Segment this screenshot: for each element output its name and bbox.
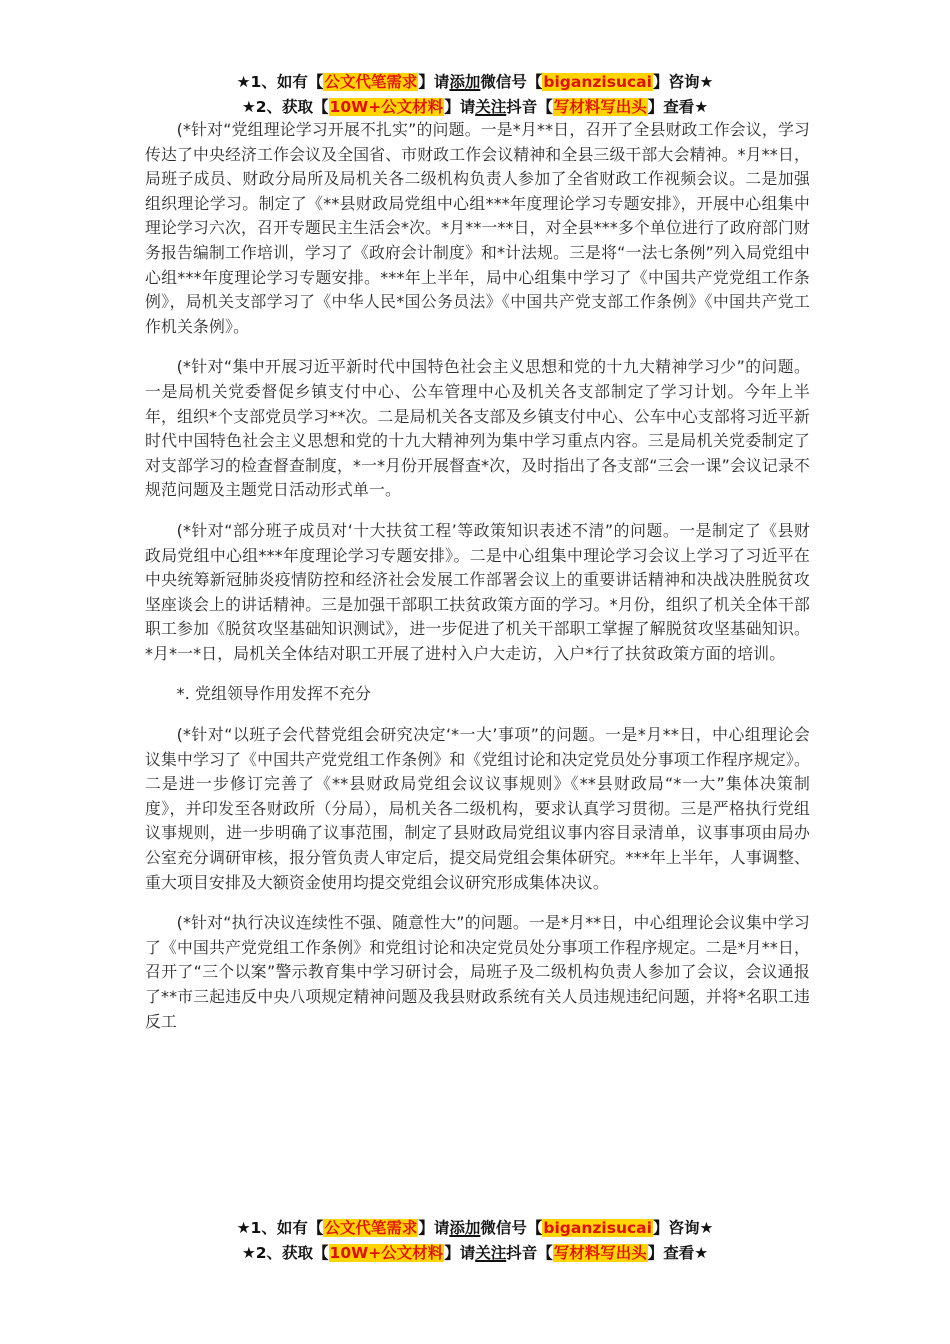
promo-banner-top	[0, 70, 950, 120]
paragraph: (*针对“集中开展习近平新时代中国特色社会主义思想和党的十九大精神学习少”的问题。一是局机关党委督促乡镇支付中心、公车管理中心及机关各支部制定了学习计划。今年上半年，组织*个支部党员学习**次。二是局机关各支部及乡镇支付中心、公车中心支部将习近平新时代中国特色社会主义思想和党的十九大精神列为集中学习重点内容。三是局机关党委制定了对支部学习的检查督查制度，*一*月份开展督查*次，及时指出了各支部“三会一课”会议记录不规范问题及主题党日活动形式单一。	[145, 357, 810, 500]
promo-highlight: 公文代笔需求	[324, 73, 418, 91]
promo-text: 】咨询★	[652, 1219, 714, 1237]
promo-text: 】查看★	[647, 98, 709, 116]
promo-banner-bottom	[0, 1216, 950, 1266]
promo-underlined: 添加	[449, 73, 481, 91]
promo-text: 】咨询★	[652, 73, 714, 91]
promo-line-1	[0, 70, 950, 95]
paragraph: (*针对“部分班子成员对‘十大扶贫工程’等政策知识表述不清”的问题。一是制定了《县财政局党组中心组***年度理论学习专题安排》。二是中心组集中理论学习会议上学习了习近平在中央统筹新冠肺炎疫情防控和经济社会发展工作部署会议上的重要讲话精神和决战决胜脱贫攻坚座谈会上的讲话精神。三是加强干部职工扶贫政策方面的学习。*月份，组织了机关全体干部职工参加《脱贫攻坚基础知识测试》，进一步促进了机关干部职工掌握了解脱贫攻坚基础知识。*月*一*日，局机关全体结对职工开展了进村入户大走访，入户*行了扶贫政策方面的培训。	[145, 520, 810, 663]
promo-highlight: 公文代笔需求	[324, 1219, 418, 1237]
promo-underlined: 添加	[449, 1219, 481, 1237]
promo-highlight: biganzisucai	[543, 1219, 652, 1237]
promo-text: 微信号【	[480, 1219, 543, 1237]
promo-highlight: 写材料写出头	[553, 98, 647, 116]
promo-line-1	[0, 1216, 950, 1241]
promo-text: ★2、获取【	[241, 98, 329, 116]
promo-text: 】请	[444, 98, 476, 116]
promo-highlight: biganzisucai	[543, 73, 652, 91]
promo-text: ★1、如有【	[236, 73, 324, 91]
paragraph: (*针对“以班子会代替党组会研究决定‘*一大’事项”的问题。一是*月**日，中心组理论会议集中学习了《中国共产党党组工作条例》和《党组讨论和决定党员处分事项工作程序规定》。二是进一步修订完善了《**县财政局党组会议议事规则》《**县财政局“*一大”集体决策制度》，并印发至各财政所（分局），局机关各二级机构，要求认真学习贯彻。三是严格执行党组议事规则，进一步明确了议事范围，制定了县财政局党组议事内容目录清单，议事事项由局办公室充分调研审核，报分管负责人审定后，提交局党组会集体研究。***年上半年，人事调整、重大项目安排及大额资金使用均提交党组会议研究形成集体决议。	[145, 725, 810, 892]
promo-highlight: 写材料写出头	[553, 1244, 647, 1262]
promo-text: 微信号【	[480, 73, 543, 91]
promo-text: 抖音【	[506, 98, 553, 116]
document-body	[145, 118, 810, 1050]
promo-highlight: 10W+公文材料	[329, 1244, 444, 1262]
paragraph: (*针对“执行决议连续性不强、随意性大”的问题。一是*月**日，中心组理论会议集中学习了《中国共产党党组工作条例》和党组讨论和决定党员处分事项工作程序规定。二是*月**日，召开了“三个以案”警示教育集中学习研讨会，局班子及二级机构负责人参加了会议，会议通报了**市三起违反中央八项规定精神问题及我县财政系统有关人员违规违纪问题，并将*名职工违反工	[145, 913, 810, 1031]
promo-underlined: 关注	[475, 1244, 507, 1262]
promo-text: ★2、获取【	[241, 1244, 329, 1262]
section-heading: *. 党组领导作用发挥不充分	[176, 684, 372, 704]
promo-text: 】请	[444, 1244, 476, 1262]
promo-text: 】请	[418, 1219, 450, 1237]
promo-text: 抖音【	[506, 1244, 553, 1262]
promo-text: 】请	[418, 73, 450, 91]
promo-underlined: 关注	[475, 98, 507, 116]
promo-line-2	[0, 1241, 950, 1266]
promo-text: 】查看★	[647, 1244, 709, 1262]
promo-line-2	[0, 95, 950, 120]
paragraph: (*针对“党组理论学习开展不扎实”的问题。一是*月**日，召开了全县财政工作会议，学习传达了中央经济工作会议及全国省、市财政工作会议精神和全县三级干部大会精神。*月**日，局班子成员、财政分局所及局机关各二级机构负责人参加了全省财政工作视频会议。二是加强组织理论学习。制定了《**县财政局党组中心组***年度理论学习专题安排》，开展中心组集中理论学习六次，召开专题民主生活会*次。*月**一**日，对全县***多个单位进行了政府部门财务报告编制工作培训，学习了《政府会计制度》和*计法规。三是将“一法七条例”列入局党组中心组***年度理论学习专题安排。***年上半年，局中心组集中学习了《中国共产党党组工作条例》，局机关支部学习了《中华人民*国公务员法》《中国共产党支部工作条例》《中国共产党工作机关条例》。	[145, 120, 810, 336]
promo-text: ★1、如有【	[236, 1219, 324, 1237]
promo-highlight: 10W+公文材料	[329, 98, 444, 116]
